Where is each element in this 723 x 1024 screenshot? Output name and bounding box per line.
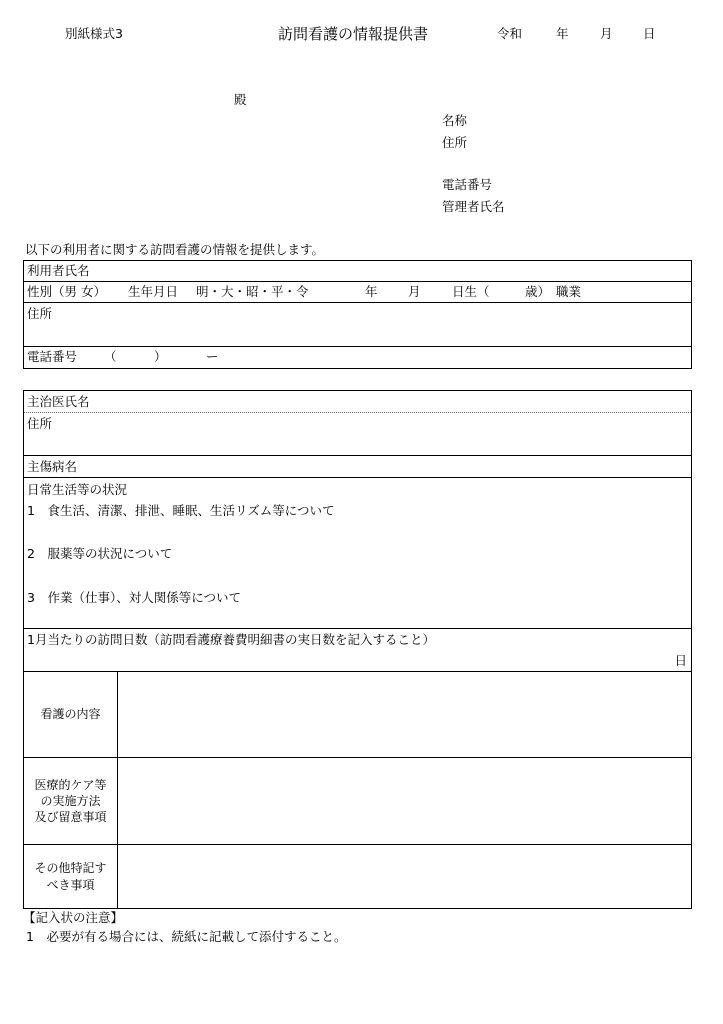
visit-days-row: [24, 629, 691, 672]
medical-table: [23, 390, 692, 909]
medical-care-label: 医療的ケア等 の実施方法 及び留意事項: [34, 777, 107, 825]
date-era: 令和: [497, 26, 523, 41]
form-id: 別紙様式3: [65, 26, 123, 41]
patient-birth-year: 年: [365, 284, 378, 299]
doctor-address-label: 住所: [27, 416, 53, 431]
date-year: 年: [556, 26, 569, 41]
doctor-name-label: 主治医氏名: [27, 394, 90, 409]
date-month: 月: [600, 26, 613, 41]
provider-name-label: 名称: [442, 113, 468, 128]
patient-occupation-label: 職業: [556, 284, 582, 299]
visit-days-unit: 日: [674, 653, 687, 668]
patient-phone-label: 電話番号: [27, 349, 78, 364]
patient-birth-month: 月: [408, 284, 421, 299]
other-notes-row: [24, 845, 691, 908]
care-content-row: [24, 672, 691, 758]
patient-address-label: 住所: [27, 306, 53, 321]
other-notes-label-cell: [24, 845, 118, 908]
visit-days-label: 1月当たりの訪問日数（訪問看護療養費明細書の実日数を記入すること）: [27, 632, 435, 647]
medical-care-row: [24, 758, 691, 845]
patient-age: 歳）: [525, 284, 551, 299]
daily-life-item: 3 作業（仕事）、対人関係等について: [27, 590, 241, 605]
daily-life-item: 2 服薬等の状況について: [27, 546, 173, 561]
provider-address-label: 住所: [442, 135, 468, 150]
daily-life-row: [24, 478, 691, 629]
intro-text: 以下の利用者に関する訪問看護の情報を提供します。: [25, 242, 325, 257]
doctor-address-row: [24, 413, 691, 456]
patient-birth-eras: 明・大・昭・平・令: [196, 284, 309, 299]
care-content-label-cell: [24, 672, 118, 757]
daily-life-heading: 日常生活等の状況: [27, 482, 128, 497]
patient-name-label: 利用者氏名: [27, 263, 90, 278]
medical-care-label-cell: [24, 758, 118, 844]
main-disease-label: 主傷病名: [27, 459, 78, 474]
provider-phone-label: 電話番号: [442, 177, 493, 192]
patient-address-row: [24, 303, 691, 347]
patient-table: [23, 260, 692, 369]
patient-sex-birth-row: [24, 282, 691, 303]
daily-life-item: 1 食生活、清潔、排泄、睡眠、生活リズム等について: [27, 503, 335, 518]
patient-name-row: [24, 261, 691, 282]
notes-heading: 【記入状の注意】: [23, 910, 124, 925]
patient-birth-day: 日生（: [452, 284, 490, 299]
notes-item: 1 必要が有る場合には、続紙に記載して添付すること。: [26, 929, 347, 944]
doctor-name-row: [24, 391, 691, 413]
patient-sex-label: 性別（男 女）: [27, 284, 106, 299]
provider-manager-label: 管理者氏名: [442, 199, 505, 214]
date-day: 日: [643, 26, 656, 41]
patient-phone-dash: ー: [206, 349, 219, 364]
main-disease-row: [24, 456, 691, 478]
patient-phone-area: （ ）: [104, 349, 167, 364]
care-content-label: 看護の内容: [40, 707, 101, 722]
page-title: 訪問看護の情報提供書: [278, 25, 429, 43]
patient-birth-label: 生年月日: [128, 284, 179, 299]
other-notes-label: その他特記す べき事項: [34, 861, 107, 892]
patient-phone-row: [24, 347, 691, 368]
addressee-honorific: 殿: [234, 92, 247, 107]
